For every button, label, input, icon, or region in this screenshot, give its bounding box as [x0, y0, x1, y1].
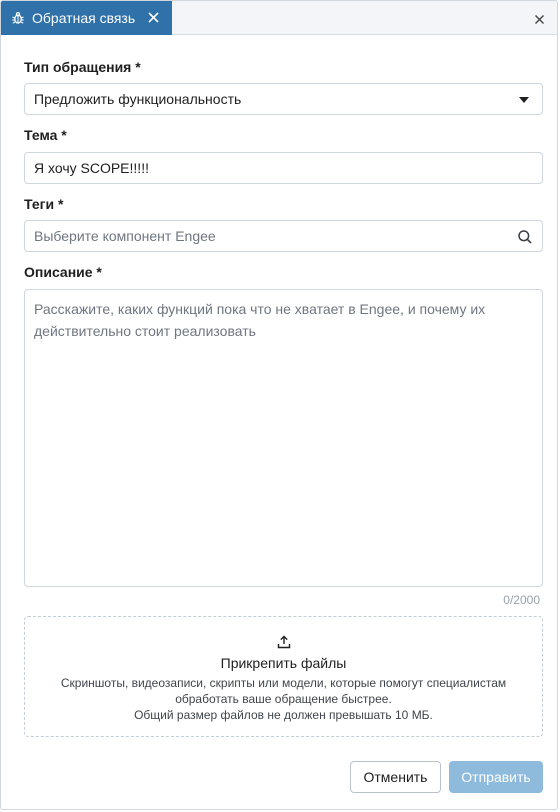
subject-input[interactable] — [24, 152, 543, 184]
tab-title: Обратная связь — [32, 10, 136, 26]
description-textarea[interactable]: Расскажите, каких функций пока что не хватает в Engee, и почему их действительно стоит реализовать — [24, 289, 543, 587]
description-label: Описание * — [24, 264, 102, 280]
search-icon[interactable] — [517, 229, 533, 245]
type-select[interactable] — [24, 83, 543, 115]
submit-button[interactable]: Отправить — [449, 761, 543, 793]
tab-bar — [1, 1, 557, 35]
type-label: Тип обращения * — [24, 59, 141, 75]
attach-files-hint — [33, 675, 534, 723]
tab-close-icon[interactable] — [147, 11, 160, 24]
attach-hint-line: обработать ваше обращение быстрее. — [175, 692, 392, 706]
caret-down-icon — [519, 97, 529, 103]
upload-icon — [277, 635, 291, 649]
attach-hint-line: Общий размер файлов не должен превышать 10 МБ. — [134, 708, 433, 722]
subject-label: Тема * — [24, 127, 67, 143]
type-select-value: Предложить функциональность — [34, 91, 242, 107]
attach-files-title: Прикрепить файлы — [220, 655, 347, 671]
tags-label: Теги * — [24, 196, 64, 212]
subject-input-value: Я хочу SCOPE!!!!! — [34, 160, 149, 176]
attach-files-dropzone[interactable] — [24, 616, 543, 737]
cancel-button[interactable]: Отменить — [350, 761, 441, 793]
tags-input[interactable] — [24, 220, 543, 252]
bug-icon — [11, 11, 25, 25]
tags-placeholder: Выберите компонент Engee — [34, 228, 216, 244]
description-char-counter: 0/2000 — [503, 593, 540, 607]
tab-feedback[interactable] — [1, 1, 172, 35]
attach-hint-line: Скриншоты, видеозаписи, скрипты или модели, которые помогут специалистам — [60, 676, 507, 690]
panel-close-icon[interactable] — [534, 12, 545, 23]
